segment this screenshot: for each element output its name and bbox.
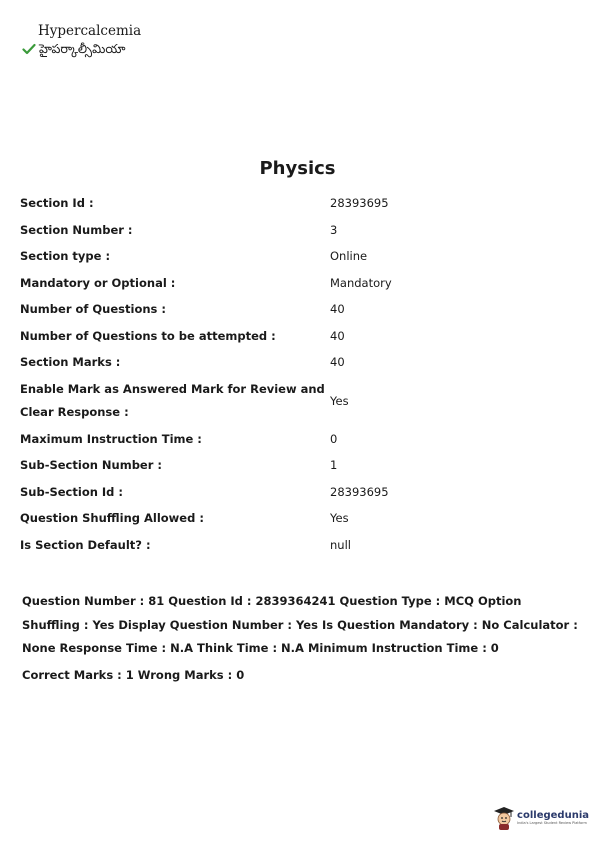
- section-info-table: [20, 190, 575, 558]
- table-row: [20, 323, 575, 350]
- row-value: 40: [330, 355, 345, 370]
- logo-text: [517, 810, 589, 826]
- row-label: Maximum Instruction Time :: [20, 431, 202, 446]
- table-row: [20, 270, 575, 297]
- row-label: Number of Questions to be attempted :: [20, 328, 276, 343]
- answer-options: [22, 22, 141, 58]
- table-row: [20, 532, 575, 559]
- row-value: 28393695: [330, 484, 389, 499]
- row-label: Section Marks :: [20, 355, 121, 370]
- graduate-mascot-icon: [493, 806, 515, 830]
- row-label: Mandatory or Optional :: [20, 275, 176, 290]
- question-marks: Correct Marks : 1 Wrong Marks : 0: [22, 667, 245, 682]
- question-details: Question Number : 81 Question Id : 2839364241 Question Type : MCQ Option Shuffling : Yes Display Question Number : Yes Is Question Mandatory : No Calculator : None Response Time : N.A Think Time : N.A Minimum Instruction Time : 0: [22, 594, 578, 655]
- collegedunia-logo: [493, 806, 589, 830]
- row-label: Section type :: [20, 249, 111, 264]
- row-value: 3: [330, 222, 338, 237]
- row-label: Sub-Section Number :: [20, 458, 163, 473]
- section-title: Physics: [259, 158, 336, 179]
- row-label: Sub-Section Id :: [20, 484, 124, 499]
- table-row: [20, 505, 575, 532]
- logo-tagline: India's Largest Student Review Platform: [517, 821, 587, 825]
- table-row: [20, 426, 575, 453]
- row-value: 40: [330, 302, 345, 317]
- table-row: [20, 217, 575, 244]
- row-value: 28393695: [330, 196, 389, 211]
- option-english: Hypercalcemia: [38, 23, 142, 39]
- table-row: [20, 190, 575, 217]
- table-row: [20, 479, 575, 506]
- table-row: [20, 296, 575, 323]
- option-telugu-row: [22, 40, 141, 58]
- row-value: 0: [330, 431, 338, 446]
- row-label: Question Shuffling Allowed :: [20, 511, 204, 526]
- table-row: [20, 376, 575, 426]
- row-value: null: [330, 537, 351, 552]
- table-row: [20, 349, 575, 376]
- row-value: Mandatory: [330, 275, 392, 290]
- row-label: Is Section Default? :: [20, 537, 151, 552]
- row-label: Enable Mark as Answered Mark for Review and Clear Response :: [20, 381, 325, 419]
- table-row: [20, 452, 575, 479]
- row-value: Online: [330, 249, 368, 264]
- option-telugu: హైపర్కాల్సీమియా: [39, 41, 126, 56]
- row-value: Yes: [330, 393, 349, 408]
- logo-name: collegedunia: [517, 810, 589, 821]
- row-label: Section Number :: [20, 222, 133, 237]
- checkmark-icon: [22, 42, 36, 56]
- row-value: 40: [330, 328, 345, 343]
- row-value: Yes: [330, 511, 349, 526]
- table-row: [20, 243, 575, 270]
- row-label: Section Id :: [20, 196, 94, 211]
- row-value: 1: [330, 458, 338, 473]
- row-label: Number of Questions :: [20, 302, 166, 317]
- question-metadata: [22, 590, 582, 687]
